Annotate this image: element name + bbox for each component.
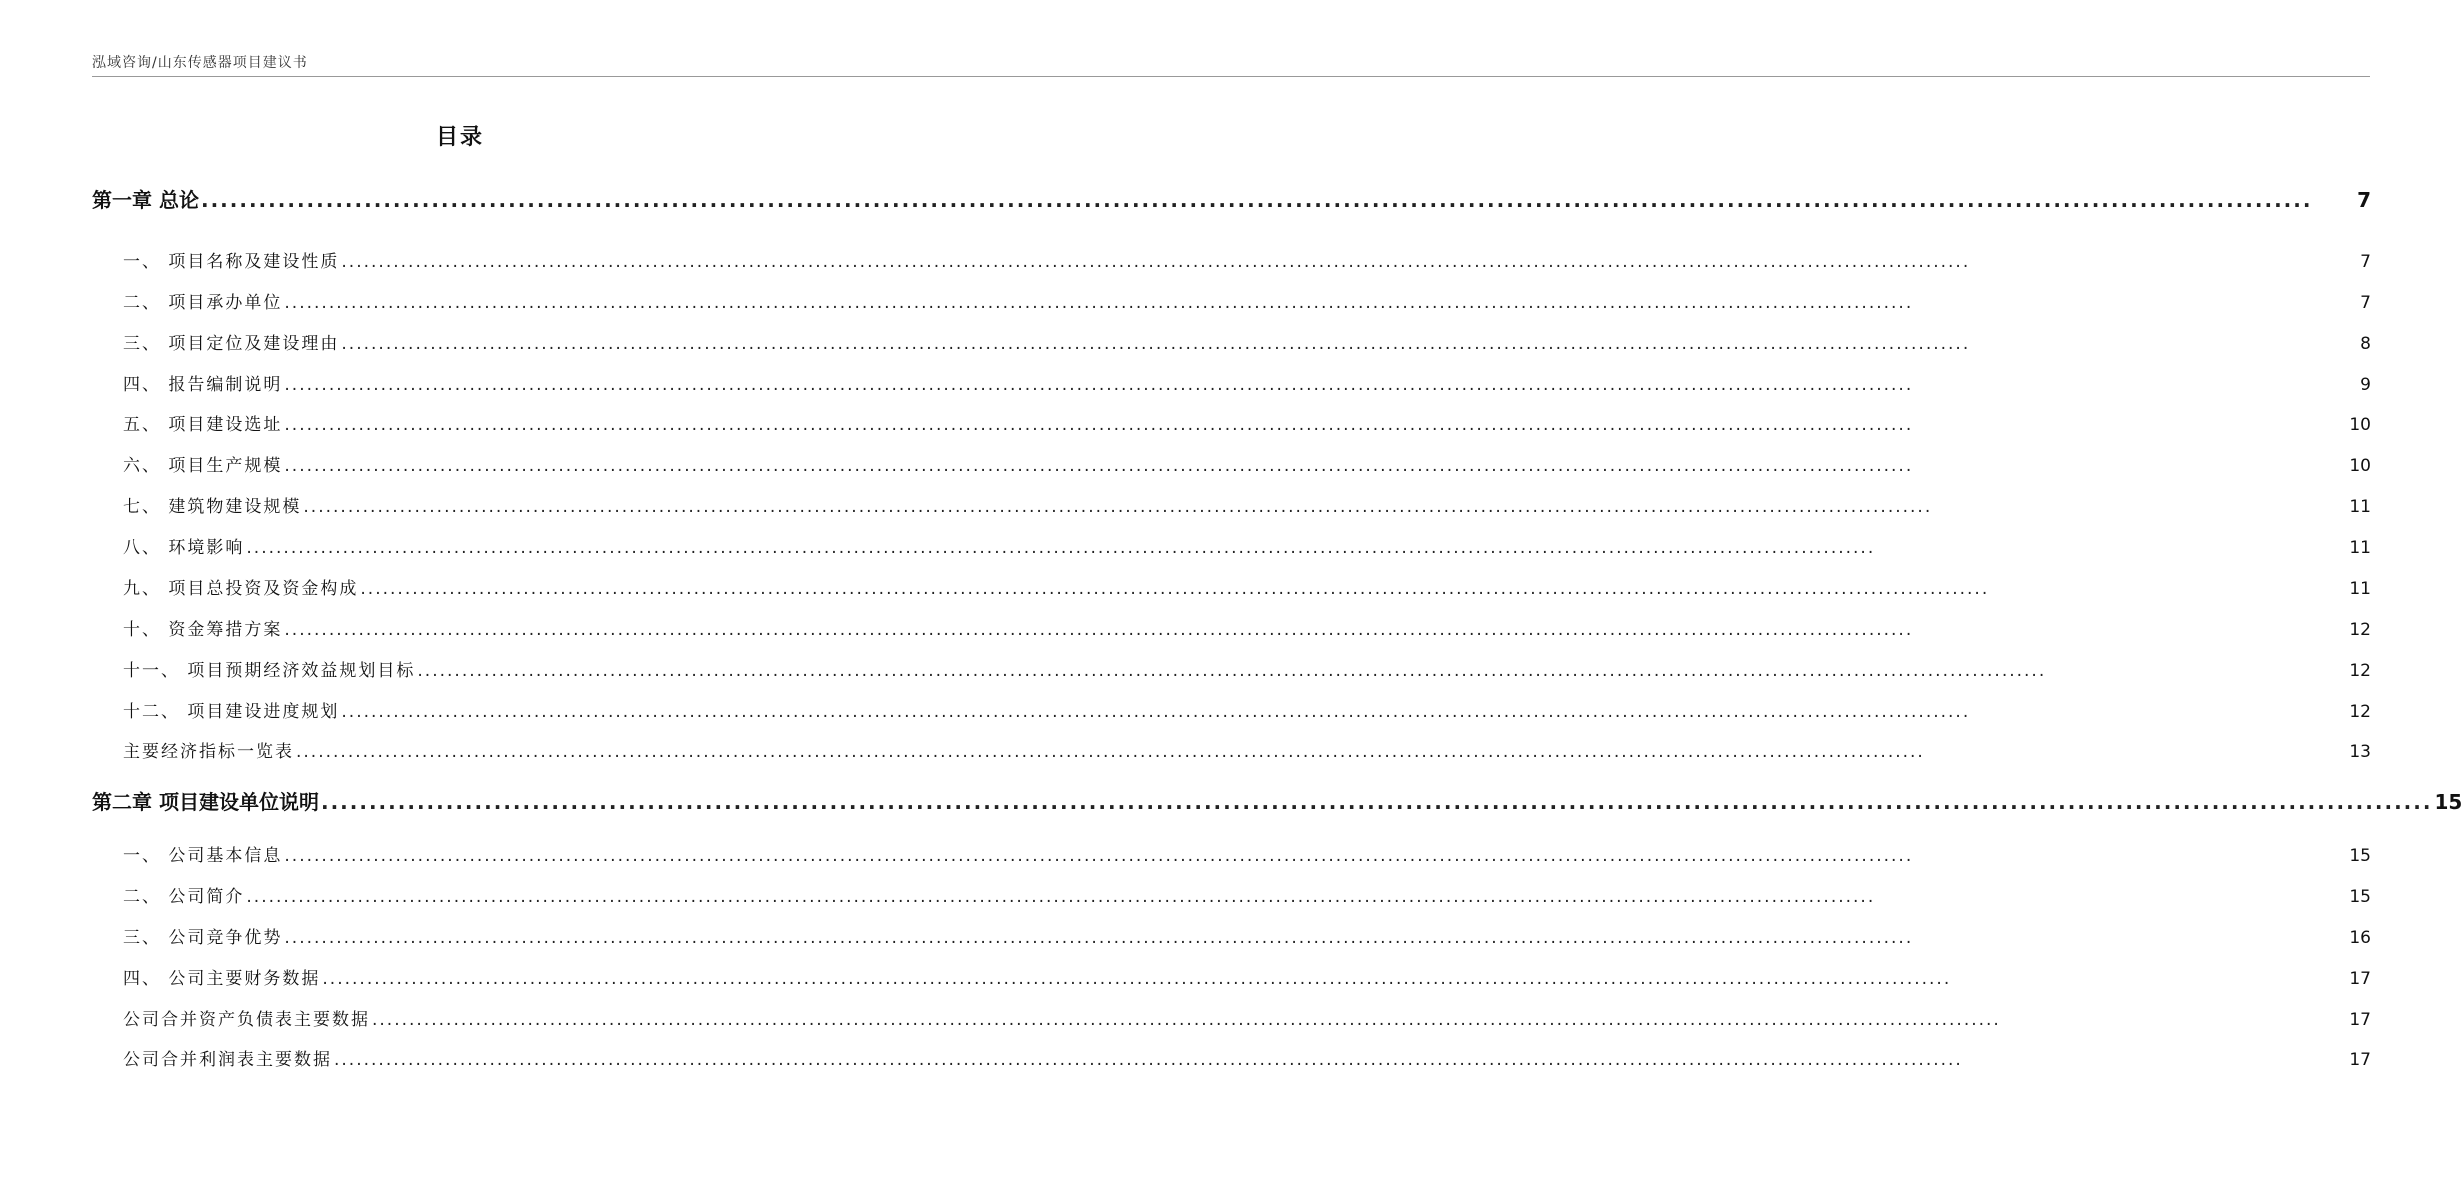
dot-leader: ............................................................................................................................................................................................................................ xyxy=(341,702,1971,722)
toc-entry-chapter-1[interactable] xyxy=(92,184,2371,213)
dot-leader: ............................................................................................................................................................................................................................ xyxy=(284,293,1914,313)
dot-leader: ............................................................................................................................................................................................................................ xyxy=(284,415,1914,435)
toc-title: 目录 xyxy=(435,125,484,150)
toc-entry-page: 7 xyxy=(2360,252,2371,272)
header-rule xyxy=(92,76,2370,77)
toc-entry-page: 17 xyxy=(2349,1050,2371,1070)
toc-entry[interactable] xyxy=(123,247,2371,272)
dot-leader: ............................................................................................................................................................................................................................ xyxy=(341,252,1971,272)
dot-leader: ............................................................................................................................................................................................................................ xyxy=(246,538,1876,558)
toc-entry-label: 八、 环境影响 xyxy=(123,538,245,558)
toc-entry-label: 三、 项目定位及建设理由 xyxy=(123,334,340,354)
toc-entry-page: 12 xyxy=(2349,620,2371,640)
dot-leader: ............................................................................................................................................................................................................................ xyxy=(417,661,2047,681)
toc-entry-page: 10 xyxy=(2349,415,2371,435)
toc-entry[interactable] xyxy=(123,923,2371,948)
toc-entry[interactable] xyxy=(123,1005,2371,1030)
toc-entry-page: 7 xyxy=(2360,293,2371,313)
toc-entry-label: 第二章 项目建设单位说明 xyxy=(92,790,319,814)
toc-entry-label: 一、 项目名称及建设性质 xyxy=(123,252,340,272)
toc-entry-page: 16 xyxy=(2349,928,2371,948)
toc-entry-chapter-2[interactable] xyxy=(92,786,2462,815)
toc-entry[interactable] xyxy=(123,656,2371,681)
toc-entry-page: 15 xyxy=(2349,846,2371,866)
dot-leader: ............................................................................................................................................................................................................................ xyxy=(360,579,1990,599)
toc-entry[interactable] xyxy=(123,370,2371,395)
toc-entry[interactable] xyxy=(123,882,2371,907)
toc-entry-page: 17 xyxy=(2349,969,2371,989)
toc-entry[interactable] xyxy=(123,329,2371,354)
dot-leader: ............................................................................................................................................................................................................................ xyxy=(303,497,1933,517)
toc-entry[interactable] xyxy=(123,615,2371,640)
toc-entry-label: 公司合并利润表主要数据 xyxy=(123,1050,332,1070)
toc-entry-label: 十一、 项目预期经济效益规划目标 xyxy=(123,661,416,681)
toc-entry-label: 一、 公司基本信息 xyxy=(123,846,283,866)
toc-entry-label: 三、 公司竞争优势 xyxy=(123,928,283,948)
toc-entry-page: 17 xyxy=(2349,1010,2371,1030)
toc-entry-label: 二、 公司简介 xyxy=(123,887,245,907)
toc-entry[interactable] xyxy=(123,964,2371,989)
toc-entry[interactable] xyxy=(123,492,2371,517)
dot-leader: ............................................................................................................................................................................................................................ xyxy=(341,334,1971,354)
toc-entry-label: 九、 项目总投资及资金构成 xyxy=(123,579,359,599)
toc-entry-label: 四、 公司主要财务数据 xyxy=(123,969,321,989)
dot-leader: ............................................................................................................................................................................................................................ xyxy=(284,620,1914,640)
toc-entry-label: 二、 项目承办单位 xyxy=(123,293,283,313)
toc-entry[interactable] xyxy=(123,288,2371,313)
dot-leader: ............................................................................................................................................................................................................................ xyxy=(372,1010,2001,1030)
toc-entry-label: 十、 资金筹措方案 xyxy=(123,620,283,640)
toc-entry-page: 12 xyxy=(2349,661,2371,681)
dot-leader: ............................................................................................................................................................................................................................ xyxy=(320,790,2433,814)
dot-leader: ............................................................................................................................................................................................................................ xyxy=(296,742,1925,762)
toc-entry-page: 11 xyxy=(2349,538,2371,558)
dot-leader: ............................................................................................................................................................................................................................ xyxy=(200,188,2313,212)
toc-entry-page: 11 xyxy=(2349,579,2371,599)
dot-leader: ............................................................................................................................................................................................................................ xyxy=(334,1050,1963,1070)
dot-leader: ............................................................................................................................................................................................................................ xyxy=(284,375,1914,395)
dot-leader: ............................................................................................................................................................................................................................ xyxy=(284,456,1914,476)
dot-leader: ............................................................................................................................................................................................................................ xyxy=(322,969,1952,989)
toc-entry-label: 六、 项目生产规模 xyxy=(123,456,283,476)
running-header: 泓域咨询/山东传感器项目建议书 xyxy=(92,55,308,71)
toc-entry-page: 11 xyxy=(2349,497,2371,517)
dot-leader: ............................................................................................................................................................................................................................ xyxy=(284,846,1914,866)
toc-entry-label: 第一章 总论 xyxy=(92,188,199,212)
toc-entry-page: 15 xyxy=(2434,790,2462,814)
toc-entry[interactable] xyxy=(123,533,2371,558)
toc-entry[interactable] xyxy=(123,574,2371,599)
toc-entry-page: 15 xyxy=(2349,887,2371,907)
toc-entry[interactable] xyxy=(123,697,2371,722)
toc-entry-page: 7 xyxy=(2357,188,2371,212)
toc-entry-page: 13 xyxy=(2349,742,2371,762)
toc-entry-page: 8 xyxy=(2360,334,2371,354)
dot-leader: ............................................................................................................................................................................................................................ xyxy=(246,887,1876,907)
toc-entry[interactable] xyxy=(123,841,2371,866)
toc-entry-page: 10 xyxy=(2349,456,2371,476)
toc-entry-label: 五、 项目建设选址 xyxy=(123,415,283,435)
toc-entry-label: 主要经济指标一览表 xyxy=(123,742,294,762)
toc-entry[interactable] xyxy=(123,451,2371,476)
toc-entry-page: 9 xyxy=(2360,375,2371,395)
toc-entry[interactable] xyxy=(123,1045,2371,1070)
toc-entry-label: 七、 建筑物建设规模 xyxy=(123,497,302,517)
dot-leader: ............................................................................................................................................................................................................................ xyxy=(284,928,1914,948)
toc-entry-label: 十二、 项目建设进度规划 xyxy=(123,702,340,722)
toc-entry[interactable] xyxy=(123,410,2371,435)
toc-entry-page: 12 xyxy=(2349,702,2371,722)
toc-entry-label: 公司合并资产负债表主要数据 xyxy=(123,1010,370,1030)
toc-entry-label: 四、 报告编制说明 xyxy=(123,375,283,395)
toc-entry[interactable] xyxy=(123,737,2371,762)
